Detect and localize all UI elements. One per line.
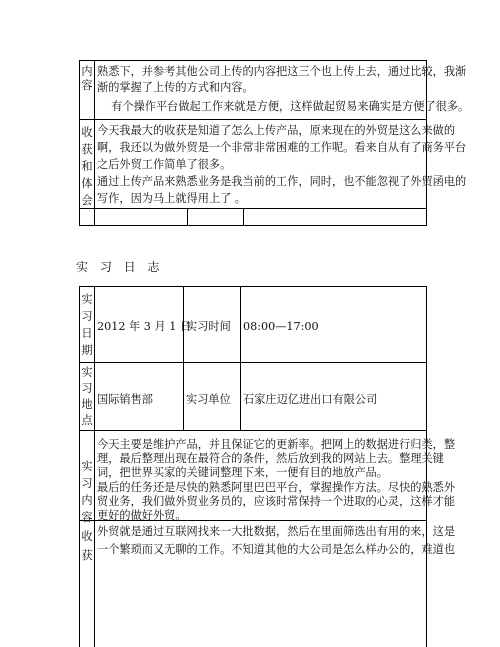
content-label: 实 习 内 容 xyxy=(81,460,93,524)
log-content-line: 理，最后整理出现在最符合的条件，然后放到我的网站上去。整理关键 xyxy=(97,452,444,465)
table-border xyxy=(94,60,95,226)
table-border xyxy=(79,430,427,431)
log-content-line: 贸业务，我们做外贸业务员的，应该时常保持一个进取的心灵，这样才能 xyxy=(97,495,456,508)
time-value: 08:00—17:00 xyxy=(243,320,319,333)
log-gain-line: 一个繁琐而又无聊的工作。不知道其他的大公司是怎么样办公的，难道也 xyxy=(97,543,456,556)
table-border xyxy=(94,286,95,647)
row-label-content: 内 容 xyxy=(81,65,93,92)
table-border xyxy=(183,286,184,431)
gain-line: 通过上传产品来熟悉业务是我当前的工作，同时，也不能忽视了外贸函电的 xyxy=(97,175,467,188)
gain-line: 今天我最大的收获是知道了怎么上传产品，原来现在的外贸是这么来做的 xyxy=(97,124,456,137)
log-content-line: 最后的任务还是尽快的熟悉阿里巴巴平台，掌握操作方法。尽快的熟悉外 xyxy=(97,481,456,494)
row-label-gain: 收 获 和 体 会 xyxy=(81,126,93,207)
gain-label: 收 获 xyxy=(81,530,93,562)
table-border xyxy=(426,286,427,647)
table-border xyxy=(79,362,427,363)
content-line: 有个操作平台做起工作来就是方便，这样做起贸易来确实是方便了很多。 xyxy=(97,100,470,113)
table-border xyxy=(243,208,244,226)
log-content-line: 更好的做好外贸。 xyxy=(97,509,187,522)
log-gain-line: 外贸就是通过互联网找来一大批数据，然后在里面筛选出有用的来，这是 xyxy=(97,525,456,538)
table-border xyxy=(79,119,427,120)
date-value: 2012 年 3 月 1 日 xyxy=(97,320,192,333)
time-label: 实习时间 xyxy=(186,320,231,333)
table-border xyxy=(79,225,427,226)
content-line: 熟悉下，并参考其他公司上传的内容把这三个也上传上去，通过比较，我渐 xyxy=(97,65,467,78)
gain-line: 之后外贸工作简单了很多。 xyxy=(97,158,232,171)
section-title: 实 习 日 志 xyxy=(76,260,164,274)
unit-value: 石家庄迈亿进出口有限公司 xyxy=(243,393,378,406)
gain-line: 啊，我还以为做外贸是一个非常非常困难的工作呢。看来自从有了商务平台 xyxy=(97,141,467,154)
table-border xyxy=(187,208,188,226)
table-border xyxy=(79,208,427,209)
table-border xyxy=(240,286,241,431)
table-border xyxy=(79,286,427,287)
log-content-line: 词，把世界买家的关键词整理下来，一便有目的地放产品。 xyxy=(97,466,388,479)
place-value: 国际销售部 xyxy=(97,393,153,406)
gain-line: 写作，因为马上就得用上了 。 xyxy=(97,192,246,205)
table-border xyxy=(79,60,427,61)
content-line: 渐的掌握了上传的方式和内容。 xyxy=(97,81,254,94)
log-content-line: 今天主要是维护产品，并且保证它的更新率。把网上的数据进行归类，整 xyxy=(97,438,456,451)
date-label: 实 习 日 期 xyxy=(81,293,93,357)
unit-label: 实习单位 xyxy=(186,393,231,406)
place-label: 实 习 地 点 xyxy=(81,366,93,427)
